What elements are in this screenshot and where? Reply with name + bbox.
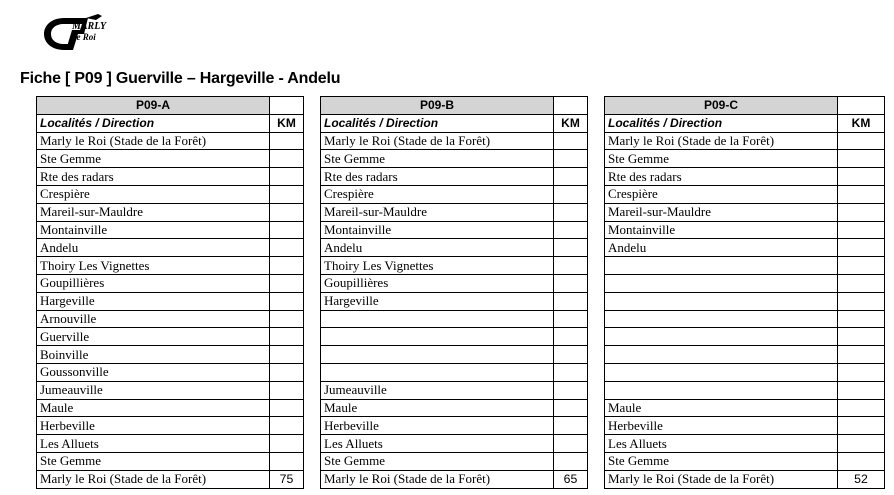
stop-km xyxy=(554,328,588,346)
stop-name: Thoiry Les Vignettes xyxy=(321,257,554,275)
stop-km xyxy=(554,132,588,150)
column-header-row xyxy=(37,114,304,132)
stop-km xyxy=(838,435,885,453)
route-header-row xyxy=(321,97,588,115)
stop-name xyxy=(605,328,838,346)
stop-name: Crespière xyxy=(605,185,838,203)
stop-name xyxy=(321,328,554,346)
route-code: P09-B xyxy=(321,97,554,115)
stop-km xyxy=(838,185,885,203)
stop-name: Jumeauville xyxy=(321,381,554,399)
table-row xyxy=(37,328,304,346)
table-row xyxy=(37,310,304,328)
stop-km: 52 xyxy=(838,470,885,488)
stop-km: 75 xyxy=(270,470,304,488)
stop-name: Marly le Roi (Stade de la Forêt) xyxy=(37,470,270,488)
table-row xyxy=(605,132,885,150)
logo-line2: le Roi xyxy=(74,32,96,42)
table-row xyxy=(37,470,304,488)
localites-header: Localités / Direction xyxy=(605,114,838,132)
table-row xyxy=(37,452,304,470)
stop-km xyxy=(270,381,304,399)
stop-name: Maule xyxy=(37,399,270,417)
table-row xyxy=(321,346,588,364)
route-table-p09-a xyxy=(36,96,304,489)
stop-name xyxy=(605,346,838,364)
table-row xyxy=(605,381,885,399)
stop-km xyxy=(270,452,304,470)
stop-km xyxy=(270,435,304,453)
table-row xyxy=(321,470,588,488)
stop-km xyxy=(270,292,304,310)
table-row xyxy=(37,399,304,417)
stop-km xyxy=(838,274,885,292)
table-row xyxy=(321,257,588,275)
table-row xyxy=(37,363,304,381)
localites-header: Localités / Direction xyxy=(37,114,270,132)
route-header-row xyxy=(37,97,304,115)
stop-name xyxy=(605,274,838,292)
stop-km xyxy=(554,185,588,203)
stop-name: Mareil-sur-Mauldre xyxy=(605,203,838,221)
column-header-row xyxy=(321,114,588,132)
route-header-row xyxy=(605,97,885,115)
stop-km xyxy=(838,310,885,328)
stop-name: Marly le Roi (Stade de la Forêt) xyxy=(321,132,554,150)
stop-km xyxy=(838,346,885,364)
table-row xyxy=(321,417,588,435)
table-row xyxy=(321,203,588,221)
route-code: P09-C xyxy=(605,97,838,115)
table-row xyxy=(605,257,885,275)
stop-km xyxy=(554,435,588,453)
stop-km xyxy=(270,417,304,435)
stop-name: Crespière xyxy=(321,185,554,203)
localites-header: Localités / Direction xyxy=(321,114,554,132)
stop-name xyxy=(321,310,554,328)
stop-km xyxy=(554,417,588,435)
table-row xyxy=(605,346,885,364)
stop-name: Maule xyxy=(321,399,554,417)
route-header-blank xyxy=(554,97,588,115)
stop-name: Goussonville xyxy=(37,363,270,381)
stop-name: Mareil-sur-Mauldre xyxy=(321,203,554,221)
table-row xyxy=(605,274,885,292)
stop-name: Les Alluets xyxy=(321,435,554,453)
table-row xyxy=(37,257,304,275)
stop-km xyxy=(838,452,885,470)
stop-name: Andelu xyxy=(605,239,838,257)
stop-name: Rte des radars xyxy=(321,168,554,186)
stop-km xyxy=(270,363,304,381)
table-row xyxy=(37,346,304,364)
stop-km xyxy=(838,168,885,186)
route-header-blank xyxy=(270,97,304,115)
stop-km xyxy=(270,221,304,239)
stop-km xyxy=(838,257,885,275)
stop-km xyxy=(838,363,885,381)
table-row xyxy=(321,435,588,453)
stop-name: Goupillières xyxy=(321,274,554,292)
stop-km xyxy=(554,452,588,470)
stop-name: Ste Gemme xyxy=(37,452,270,470)
stop-km xyxy=(270,274,304,292)
stop-km xyxy=(554,310,588,328)
stop-km xyxy=(554,346,588,364)
table-row xyxy=(321,185,588,203)
stop-name: Hargeville xyxy=(37,292,270,310)
stop-km xyxy=(838,417,885,435)
stop-km xyxy=(554,399,588,417)
table-row xyxy=(605,203,885,221)
logo-line1: MARLY xyxy=(72,21,107,32)
km-header: KM xyxy=(554,114,588,132)
table-row xyxy=(605,168,885,186)
stop-name: Arnouville xyxy=(37,310,270,328)
table-row xyxy=(605,417,885,435)
stop-km xyxy=(838,399,885,417)
stop-name: Les Alluets xyxy=(605,435,838,453)
stop-km xyxy=(554,274,588,292)
table-row xyxy=(605,150,885,168)
stop-name: Boinville xyxy=(37,346,270,364)
stop-name: Ste Gemme xyxy=(605,452,838,470)
route-table-p09-b xyxy=(320,96,588,489)
table-row xyxy=(605,239,885,257)
stop-km xyxy=(838,381,885,399)
table-row xyxy=(605,221,885,239)
stop-name: Les Alluets xyxy=(37,435,270,453)
table-row xyxy=(321,274,588,292)
stop-name xyxy=(321,363,554,381)
stop-km xyxy=(270,399,304,417)
stop-name: Ste Gemme xyxy=(321,150,554,168)
table-row xyxy=(605,292,885,310)
table-row xyxy=(37,292,304,310)
stop-name: Herbeville xyxy=(37,417,270,435)
stop-name: Montainville xyxy=(37,221,270,239)
stop-km xyxy=(270,132,304,150)
stop-km xyxy=(838,203,885,221)
stop-km xyxy=(838,292,885,310)
table-row xyxy=(37,150,304,168)
stop-name: Marly le Roi (Stade de la Forêt) xyxy=(605,470,838,488)
stop-name xyxy=(605,310,838,328)
stop-name: Herbeville xyxy=(321,417,554,435)
stop-km xyxy=(554,168,588,186)
stop-km: 65 xyxy=(554,470,588,488)
table-row xyxy=(321,132,588,150)
stop-km xyxy=(270,346,304,364)
stop-km xyxy=(554,203,588,221)
table-row xyxy=(37,435,304,453)
stop-km xyxy=(270,310,304,328)
table-row xyxy=(37,239,304,257)
stop-name xyxy=(605,381,838,399)
stop-km xyxy=(838,132,885,150)
route-code: P09-A xyxy=(37,97,270,115)
table-row xyxy=(321,221,588,239)
stop-name: Herbeville xyxy=(605,417,838,435)
logo-wordmark xyxy=(72,22,106,42)
table-row xyxy=(321,239,588,257)
column-header-row xyxy=(605,114,885,132)
stop-km xyxy=(270,168,304,186)
table-row xyxy=(605,310,885,328)
stop-km xyxy=(270,203,304,221)
table-row xyxy=(37,168,304,186)
stop-km xyxy=(838,221,885,239)
table-row xyxy=(37,274,304,292)
stop-name: Montainville xyxy=(321,221,554,239)
stop-km xyxy=(270,150,304,168)
km-header: KM xyxy=(838,114,885,132)
table-row xyxy=(605,435,885,453)
stop-name xyxy=(605,363,838,381)
stop-name: Jumeauville xyxy=(37,381,270,399)
table-row xyxy=(321,381,588,399)
stop-name: Marly le Roi (Stade de la Forêt) xyxy=(605,132,838,150)
stop-name: Hargeville xyxy=(321,292,554,310)
stop-name: Andelu xyxy=(321,239,554,257)
company-logo xyxy=(42,12,110,56)
stop-name: Crespière xyxy=(37,185,270,203)
stop-name: Goupillières xyxy=(37,274,270,292)
stop-name: Mareil-sur-Mauldre xyxy=(37,203,270,221)
stop-name: Maule xyxy=(605,399,838,417)
table-row xyxy=(321,310,588,328)
stop-km xyxy=(270,257,304,275)
stop-name: Rte des radars xyxy=(605,168,838,186)
stop-name: Thoiry Les Vignettes xyxy=(37,257,270,275)
stop-km xyxy=(270,185,304,203)
stop-km xyxy=(838,150,885,168)
stop-name: Guerville xyxy=(37,328,270,346)
table-row xyxy=(321,363,588,381)
stop-name: Ste Gemme xyxy=(605,150,838,168)
stop-km xyxy=(270,328,304,346)
table-row xyxy=(37,203,304,221)
table-row xyxy=(605,363,885,381)
table-row xyxy=(605,185,885,203)
stop-km xyxy=(554,381,588,399)
stop-km xyxy=(554,221,588,239)
km-header: KM xyxy=(270,114,304,132)
page-title: Fiche [ P09 ] Guerville – Hargeville - Andelu xyxy=(20,70,341,87)
table-row xyxy=(321,150,588,168)
stop-name: Rte des radars xyxy=(37,168,270,186)
stop-km xyxy=(554,363,588,381)
stop-name xyxy=(321,346,554,364)
stop-km xyxy=(554,239,588,257)
route-table-p09-c xyxy=(604,96,885,489)
stop-name: Marly le Roi (Stade de la Forêt) xyxy=(321,470,554,488)
table-row xyxy=(321,328,588,346)
stop-name: Ste Gemme xyxy=(321,452,554,470)
table-row xyxy=(37,381,304,399)
stop-name: Montainville xyxy=(605,221,838,239)
table-row xyxy=(37,417,304,435)
stop-km xyxy=(838,328,885,346)
stop-km xyxy=(838,239,885,257)
stop-name: Ste Gemme xyxy=(37,150,270,168)
table-row xyxy=(37,185,304,203)
table-row xyxy=(321,168,588,186)
stop-km xyxy=(554,150,588,168)
table-row xyxy=(605,452,885,470)
stop-name xyxy=(605,257,838,275)
stop-km xyxy=(554,292,588,310)
stop-name xyxy=(605,292,838,310)
table-row xyxy=(321,452,588,470)
table-row xyxy=(605,399,885,417)
table-row xyxy=(37,221,304,239)
stop-name: Marly le Roi (Stade de la Forêt) xyxy=(37,132,270,150)
table-row xyxy=(321,292,588,310)
table-row xyxy=(605,470,885,488)
stop-km xyxy=(554,257,588,275)
stop-km xyxy=(270,239,304,257)
table-row xyxy=(321,399,588,417)
table-row xyxy=(37,132,304,150)
route-header-blank xyxy=(838,97,885,115)
table-row xyxy=(605,328,885,346)
stop-name: Andelu xyxy=(37,239,270,257)
